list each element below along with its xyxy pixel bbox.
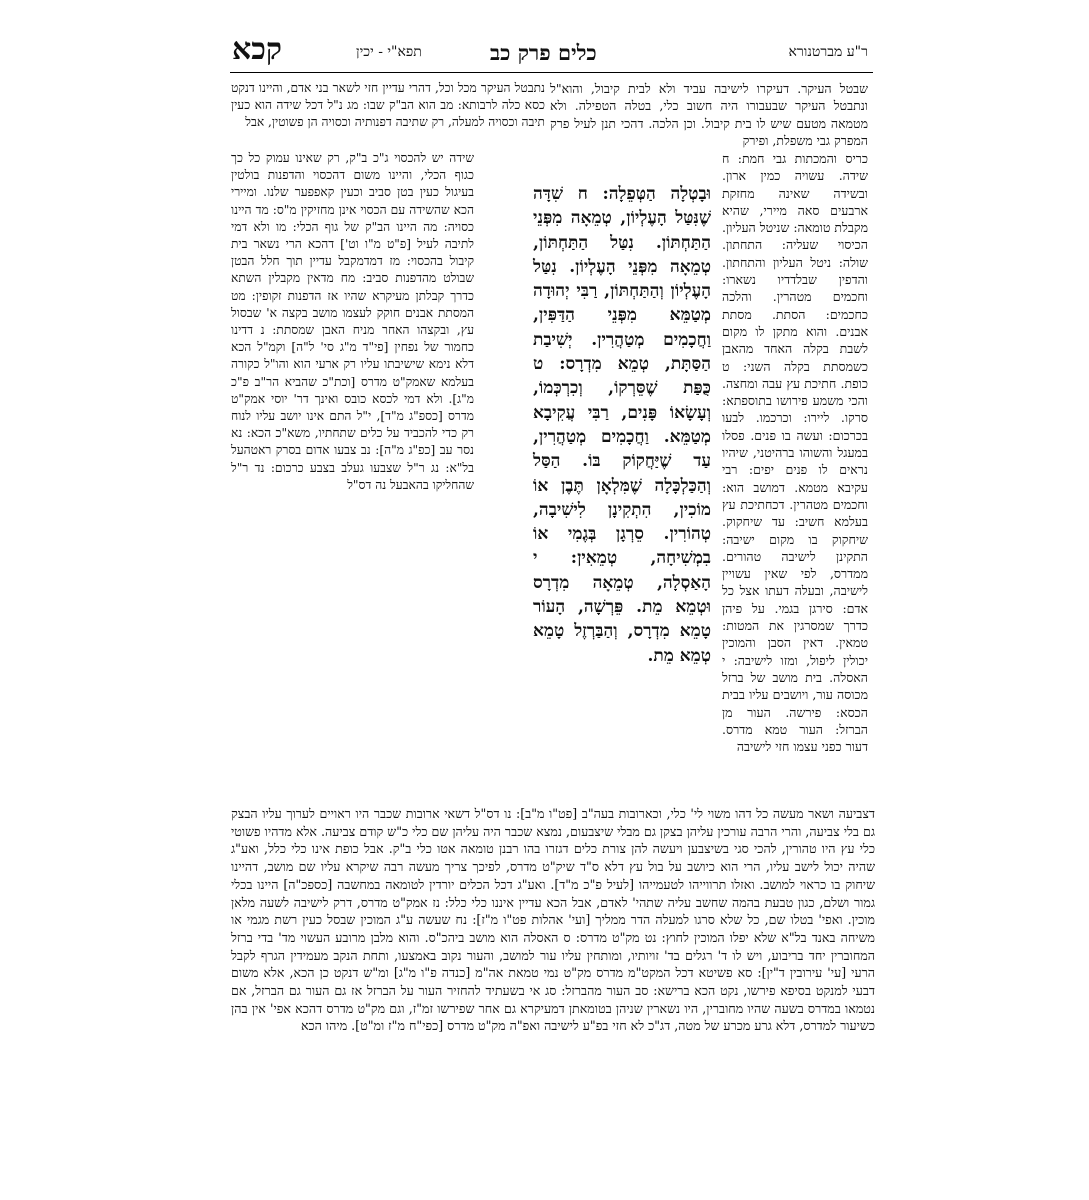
page-number: קכא (232, 32, 282, 67)
tosfos-column (231, 150, 474, 494)
bottom-text: דצביעה ושאר מעשה כל דהו משוי לי' כלי, וכארובות בעה"ב [פט"ו מ"ב]: נו דס"ל דשאי ארובות שכבר היו ראויים לערוך עליו הבצק גם בלי צביעה, והרי הרבה עורכין עליהן בצקן גם מבלי שיצבעום, נמצא שכבר היה עליהן שם כלי כ"ש קודם צביעה. אלא מדהיו פשוטי כלי עץ היו טהורין, להכי סגי בשיצבען ויעשה להן צורת כלים דגזרו בהו רבנן טומאה אטו כלי ב"ק. אבל כופת אינו כלי כלל, ואע"ג שהיה יכול לישב עליו, הרי הוא כיושב על בול עץ דלא ס"ד שיק"ט מדרס, לפיכך צריך מעשה רבה שיקרא עליו שם מושב, דהיינו שיחוק בו כראוי למושב. ואזלו תרווייהו לטעמייהו [לעיל פ"כ מ"ד]. ואע"ג דכל הכלים יורדין לטומאה במחשבה [כספכ"ה] היינו בכלי גמור ושלם, כגון טבעת בהמה שחשב עליה שתהי' לאדם, אבל הכא עדיין איננו כלי כלל: נז אמק"ט מדרס, דרק לישיבה לשעה מלאן מוכין. ואפי' בטלו שם, כל שלא סרגו למעלה הדר ממליך [ועי' אהלות פט"ו מ"ז]: נח שעשה ע"ג המוכין שבסל כעין רשת מגמי או משיחה באנד בל"א שלא יפלו המוכין לחוץ: נט מק"ט מדרס: ס האסלה הוא מושב ביהכ"ס. והוא מלבן מרובע העשוי מד' בדי ברזל המחוברין יחד בריבוע, ויש לו ד' רגלים בד' זויותיו, ומותחין עליו עור למושב, והעור נקוב באמצעו, ותחת הנקב מעמידין הגרף לקבל הרעי [עי' עירובין ד"ין]: סא פשיטא דכל המקט"מ מדרס מק"ט נמי טמאת אה"מ [כנדה פ"ו מ"ג] ומ"ש דנקט כן הכא, אלא משום דבעי למנקט בסיפא פירשו, נקט הכא ברישא: סב העור מהברזל: סג אי בשעתיד להחזיר העור על הברזל אז גם העור גם הברזל, אם נטמאו במדרס בשעה שהיו מחוברין, היו נשארין שניהן בטומאתן דמעיקרא גם אחר שפירשו זמ"ז, וגם מק"ט מדרס דהכא אפי' אין בהן כשיעור למדרס, דלא גרע מכרע של מטה, דג"כ לא חזי בפ"ע לישיבה ואפ"ה מק"ט מדרס [כפי"ח מ"ז ומ"ט]. מיהו הכא (231, 806, 875, 1034)
chapter-title: כלים פרק כב (490, 40, 597, 65)
header-rule (230, 72, 873, 73)
bartenura-column (722, 150, 868, 755)
bartenura-top-text: שבטל העיקר. דעיקרו לישיבה עביד ולא לבית קיבול, והוא"ל ונתבטל העיקר שבעבורו היה חשוב כלי, בטלה הטפילה. ולא מטמאה מטעם שיש לו בית קיבול. וכן הלכה. דהכי תנן לעיל פרק המפרק גבי משפלת, ופירק (550, 81, 868, 148)
tosfos-top-text: נתבטל העיקר מכל וכל, דהרי עדיין חזי לשאר בני אדם, והיינו דנקט כסא כלה לרבותא: מב הוא הב"ק שבו: מג נ"ל דכל שידה הוא כעין תיבה וכסויה למעלה, רק שתיבה דפנותיה וכסויה הן פשוטין, אבל (231, 81, 545, 130)
commentary-header: ר"ע מברטנורא (788, 44, 868, 60)
bartenura-text: כריס והמכתות גבי חמת: ח שידה. עשויה כמין ארון. ובשידה שאינה מחזקת ארבעים סאה מיירי, שהיא מקבלת טומאה: שניטל העליון. הכיסוי שעליה: התחתון. שולה: ניטל העליון והתחתון. והדפין שבלדדיו נשארו: וחכמים מטהרין. והלכה כחכמים: הסתת. מסתת אבנים. והוא מתקן לו מקום לשבת בקלה האחד מהאבן כשמסתת בקלה השני: ט כופת. חתיכת עץ עבה ומחצה. והכי משמע פירושו בתוספתא: סרקו. ליירו: וכרכמו. לבעו בכרכום: ועשה בו פנים. פסלו במעגל והשוהו ברהיטני, שיהיו נראים לו פנים יפים: רבי עקיבא מטמא. דמושב הוא: וחכמים מטהרין. דכחתיכת עץ בעלמא חשיב: עד שיחקוק. שיחקוק בו מקום ישיבה: התקינן לישיבה טהורים. ממדרס, לפי שאין עשויין לישיבה, ובעלה דעתו אצל כל אדם: סירגן בגמי. על פיהן כדרך שמסרגין את המטות: טמאין. דאין הסבן והמוכין יכולין ליפול, ומזו לישיבה: י האסלה. בית מושב של ברזל מכוסה עור, ויושבים עליו בבית הכסא: פירשה. העור מן הברזל: העור טמא מדרס. דעור כפני עצמו חזי לישיבה (722, 151, 868, 755)
tosfos-text: שידה יש להכסוי ג"כ ב"ק, רק שאינו עמוק כל כך כגוף הכלי, והיינו משום דהכסוי והדפנות בולטין בעיגול כעין בטן סביב וכעין קאפפער שלנו. ומיירי הכא שהשידה עם הכסוי אינן מחזיקין מ"ס: מד היינו כסויה: מה היינו הב"ק של גוף הכלי: מו ולא דמי לתיבה לעיל [פ"ט מ"ו וט'] דהכא הרי נשאר בית קיבול בהכסוי: מז דמדמקבל עדיין תוך חלל הבטן שבולט מהדפנות סביב: מח מדאין מקבלין השתא כדרך קבלתן מעיקרא שהיו אז הדפנות זקופין: מט המסתת אבנים חוקק לעצמו מושב בקצה א' שבסול עץ, ובקצהו האחר מניח האבן שמסתת: נ דדינו כחמור של נפחין [פי"ד מ"ג סי' ל"ה] וקמ"ל הכא דלא נימא שישיבתו עליו רק ארעי הוא והו"ל כקורה בעלמא שאמק"ט מדרס [וכת"כ שהביא הר"ב פ"כ מ"ג]. ולא דמי לכסא כובס ואינך דר' יוסי אמק"ט מדרס [כספ"ג מ"ד], י"ל התם אינו יושב עליו לנוח רק כדי להכביד על כלים שתחתיו, משא"כ הכא: נא נסר עב [כפ"ג מ"ה]: נב צבעו אדום בסרק ראטהעל בל"א: נג ר"ל שצבעו געלב בצבע כרכום: נד ר"ל שהחליקו בהאבעל נה דס"ל (231, 151, 474, 492)
tosfos-header: תפא"י - יכין (356, 44, 422, 60)
bartenura-top-block (550, 80, 868, 149)
tosfos-top-block (231, 80, 545, 132)
mishna-text: וּבָטְלָה הַטְּפֵלָה: ח שִׁדָּה שֶׁנִּטַּל הָעֶלְיוֹן, טְמֵאָה מִפְּנֵי הַתַּחְתּוֹן. נִטַּל הַתַּחְתּוֹן, טְמֵאָה מִפְּנֵי הָעֶלְיוֹן. נִטַּל הָעֶלְיוֹן וְהַתַּחְתּוֹן, רַבִּי יְהוּדָה מְטַמֵּא מִפְּנֵי הַדַּפִּין, וַחֲכָמִים מְטַהֲרִין. יְשִׁיבַת הַסַּתָּת, טְמֵא מִדְרָס: ט כֻּפַּת שֶׁסֵּרְקוֹ, וְכִרְכְּמוֹ, וְעָשָׂאוֹ פָּנִים, רַבִּי עֲקִיבָא מְטַמֵּא. וַחֲכָמִים מְטַהֲרִין, עַד שֶׁיַּחֲקוֹק בּוֹ. הַסַּל וְהַכַּלְכָּלָה שֶׁמִּלְאָן תֶּבֶן אוֹ מוֹכִין, הִתְקִינָן לִישִׁיבָה, טְהוֹרִין. סֵרְגָן בְּגֶמִי אוֹ בִמְשִׁיחָה, טְמֵאִין: י הָאַסְלָה, טְמֵאָה מִדְרָס וּטְמֵא מֵת. פֵּרְשָׁה, הָעוֹר טָמֵא מִדְרָס, וְהַבַּרְזֶל טָמֵא טְמֵא מֵת. (533, 184, 711, 666)
mishna-column (533, 182, 711, 668)
bottom-commentary (231, 805, 875, 1035)
